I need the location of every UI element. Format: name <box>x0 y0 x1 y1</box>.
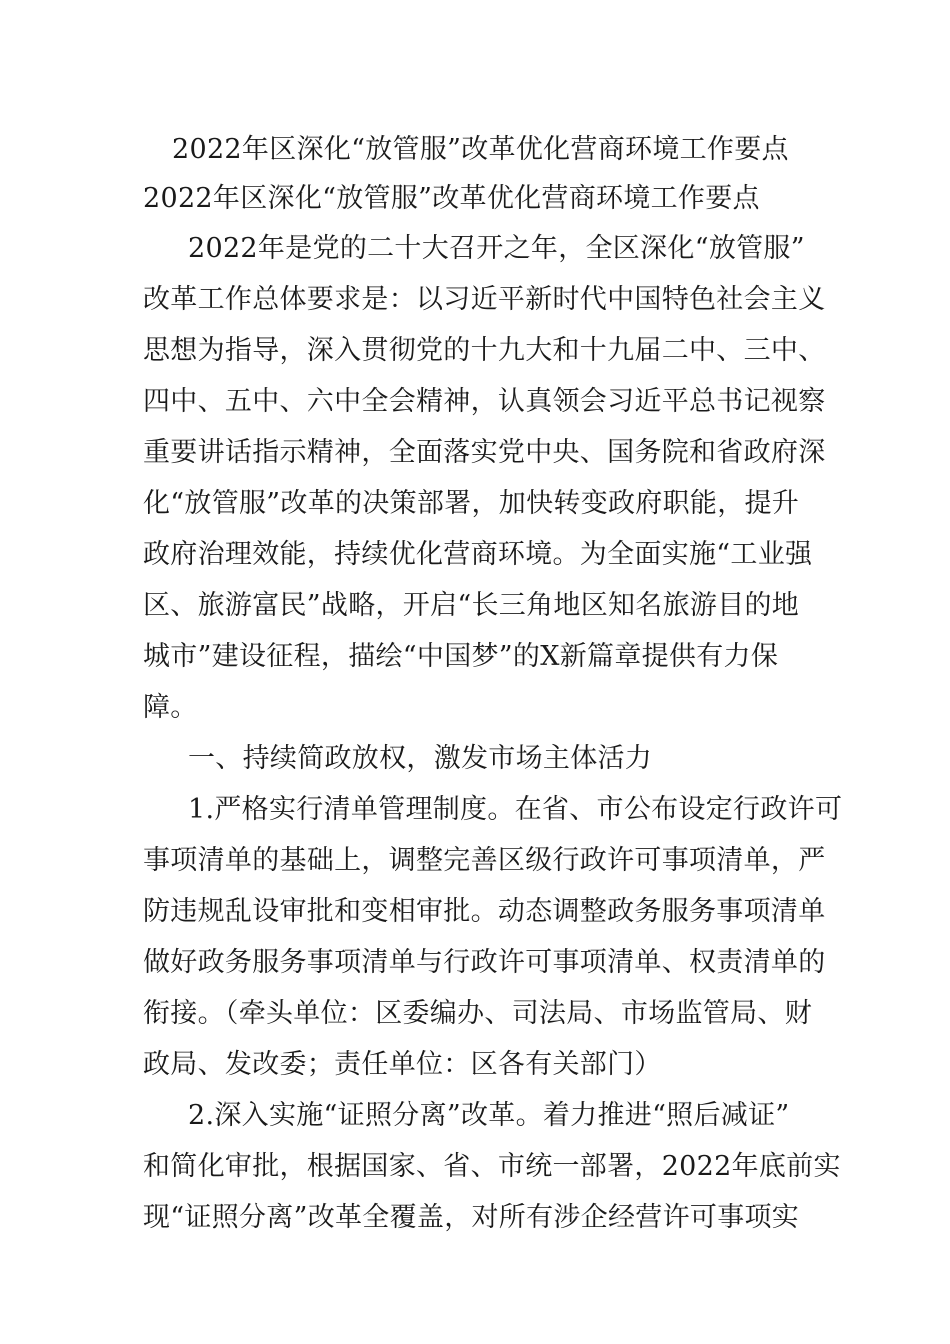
paragraph-line: 改革工作总体要求是：以习近平新时代中国特色社会主义 <box>143 284 826 315</box>
paragraph-line: 政府治理效能，持续优化营商环境。为全面实施“工业强 <box>143 539 813 570</box>
paragraph-line: 1.严格实行清单管理制度。在省、市公布设定行政许可 <box>188 794 843 825</box>
paragraph-line: 和简化审批，根据国家、省、市统一部署，2022年底前实 <box>143 1151 841 1182</box>
paragraph-line: 防违规乱设审批和变相审批。动态调整政务服务事项清单 <box>143 896 826 927</box>
paragraph-line: 四中、五中、六中全会精神，认真领会习近平总书记视察 <box>143 386 826 417</box>
paragraph-line: 区、旅游富民”战略，开启“长三角地区知名旅游目的地 <box>143 590 800 621</box>
paragraph-line: 化“放管服”改革的决策部署，加快转变政府职能，提升 <box>143 488 800 519</box>
paragraph-line: 思想为指导，深入贯彻党的十九大和十九届二中、三中、 <box>143 335 826 366</box>
paragraph-line: 现“证照分离”改革全覆盖，对所有涉企经营许可事项实 <box>143 1202 800 1233</box>
paragraph-line: 障。 <box>143 692 198 723</box>
paragraph-line: 做好政务服务事项清单与行政许可事项清单、权责清单的 <box>143 947 826 978</box>
document-title-line-2: 2022年区深化“放管服”改革优化营商环境工作要点 <box>143 183 760 214</box>
paragraph-line: 政局、发改委；责任单位：区各有关部门） <box>143 1049 662 1080</box>
section-heading: 一、持续简政放权，激发市场主体活力 <box>188 743 653 774</box>
paragraph-line: 衔接。（牵头单位：区委编办、司法局、市场监管局、财 <box>143 998 812 1029</box>
paragraph-line: 重要讲话指示精神，全面落实党中央、国务院和省政府深 <box>143 437 826 468</box>
document-title-line-1: 2022年区深化“放管服”改革优化营商环境工作要点 <box>172 134 789 165</box>
paragraph-line: 2.深入实施“证照分离”改革。着力推进“照后减证” <box>188 1100 790 1131</box>
paragraph-line: 事项清单的基础上，调整完善区级行政许可事项清单，严 <box>143 845 826 876</box>
paragraph-line: 2022年是党的二十大召开之年，全区深化“放管服” <box>188 233 805 264</box>
paragraph-line: 城市”建设征程，描绘“中国梦”的X新篇章提供有力保 <box>143 641 779 672</box>
